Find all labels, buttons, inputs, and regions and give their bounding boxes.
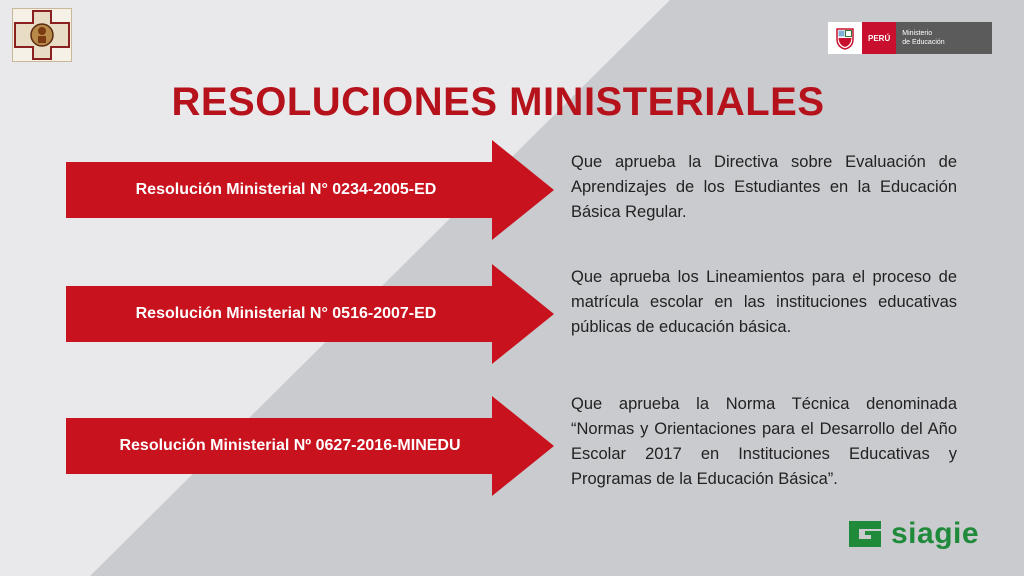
ministry-name-label xyxy=(896,22,992,54)
ministry-name-line1: Ministerio xyxy=(902,30,933,37)
peru-shield-icon xyxy=(828,22,862,54)
resolution-arrow-1 xyxy=(66,140,554,240)
siagie-mark-icon xyxy=(845,517,885,551)
siagie-wordmark: siagie xyxy=(891,517,980,550)
ministry-country-label: PERÚ xyxy=(862,22,896,54)
resolution-label-1: Resolución Ministerial N° 0234-2005-ED xyxy=(135,181,437,198)
ministry-of-education-logo xyxy=(828,22,992,54)
resolution-label-2: Resolución Ministerial N° 0516-2007-ED xyxy=(135,305,437,322)
institution-crest-logo xyxy=(12,8,72,62)
resolution-arrow-3 xyxy=(66,396,554,496)
resolution-label-3: Resolución Ministerial Nº 0627-2016-MINEDU xyxy=(119,437,461,454)
resolution-description-2: Que aprueba los Lineamientos para el proceso de matrícula escolar en las instituciones educativas públicas de educación básica. xyxy=(571,268,957,336)
page-title: RESOLUCIONES MINISTERIALES xyxy=(171,80,825,124)
resolution-description-3: Que aprueba la Norma Técnica denominada “Normas y Orientaciones para el Desarrollo del Año Escolar 2017 en Instituciones Educativas y Programas de la Educación Básica”. xyxy=(571,395,957,488)
resolution-arrow-2 xyxy=(66,264,554,364)
ministry-name-line2: de Educación xyxy=(902,39,945,46)
siagie-logo xyxy=(845,516,979,552)
resolution-description-1: Que aprueba la Directiva sobre Evaluación de Aprendizajes de los Estudiantes en la Educación Básica Regular. xyxy=(571,153,957,221)
